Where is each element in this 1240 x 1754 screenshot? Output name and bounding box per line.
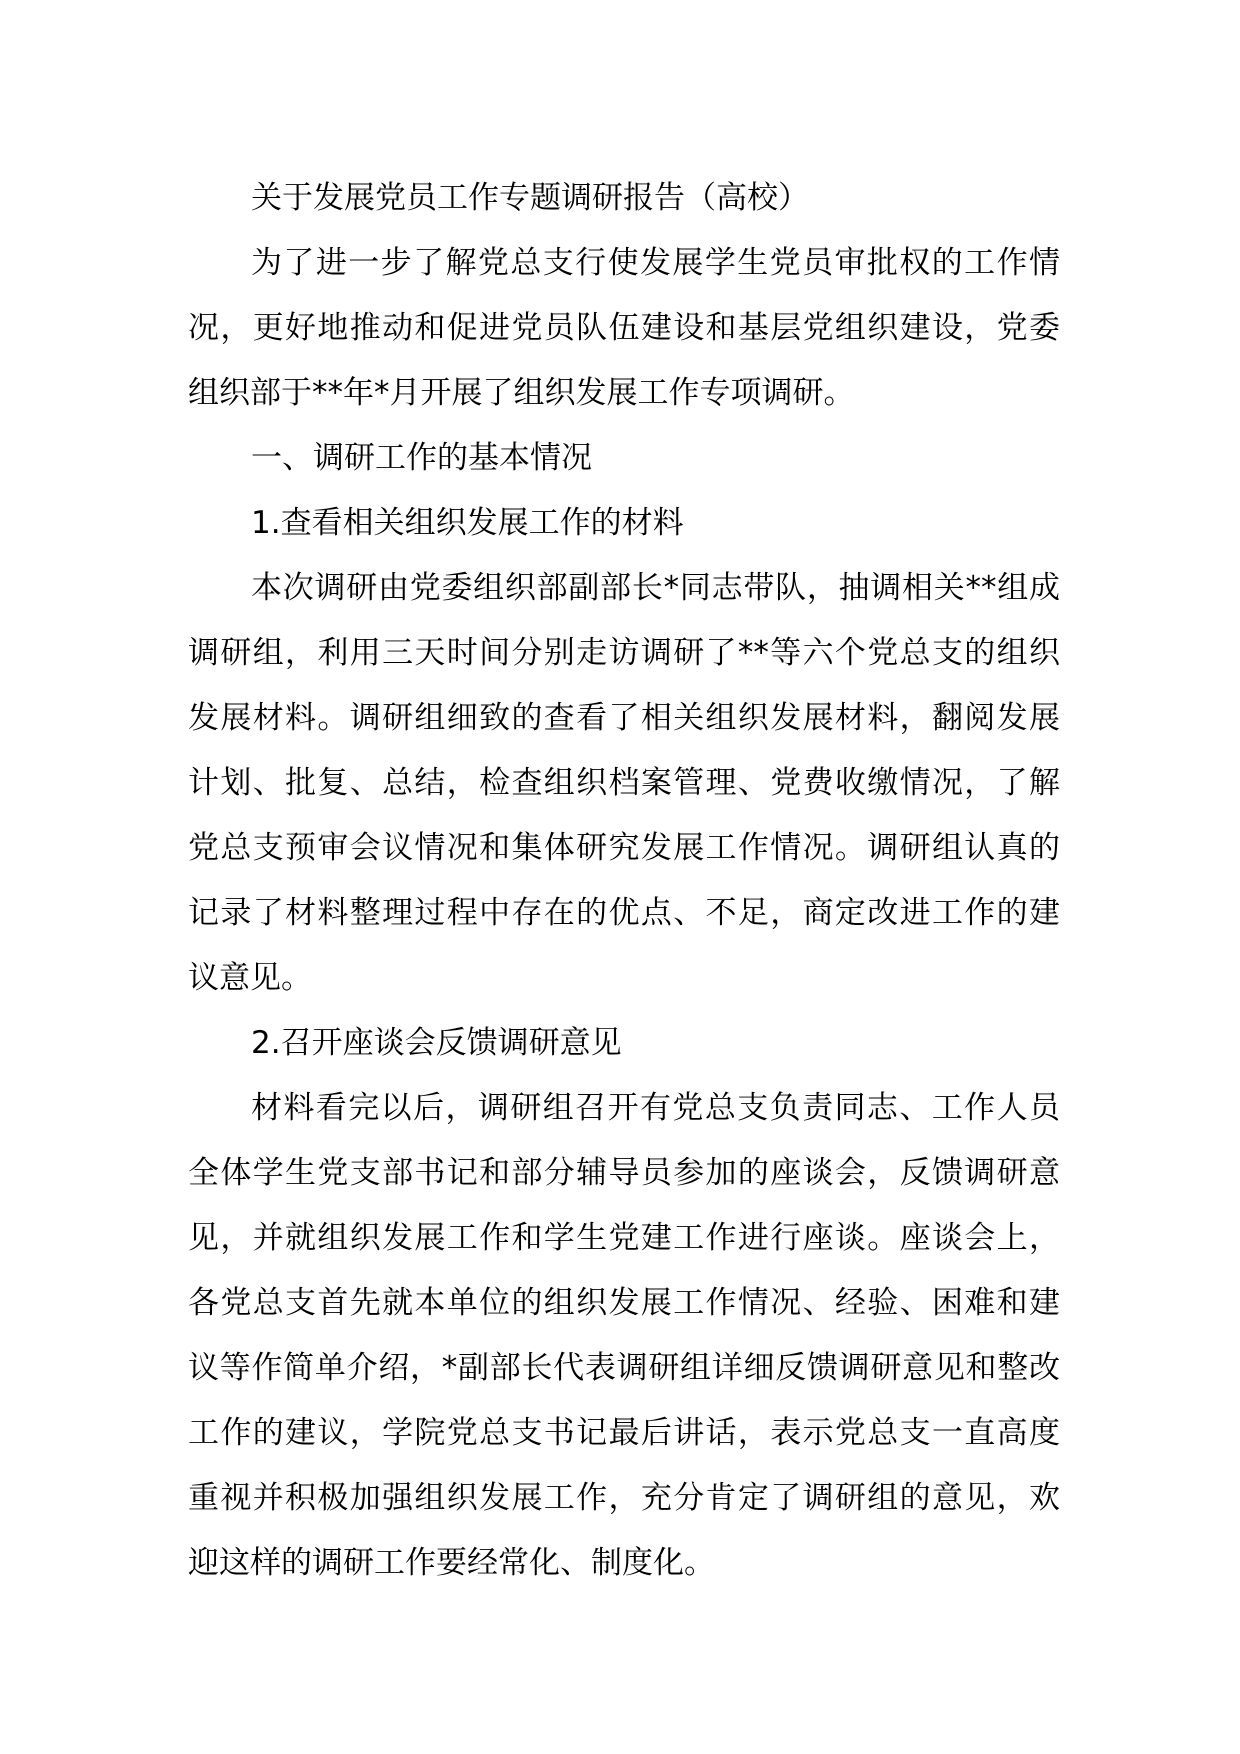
subsection-heading-1: 1.查看相关组织发展工作的材料 [251, 505, 684, 541]
paragraph-line: 议等作简单介绍，*副部长代表调研组详细反馈调研意见和整改 [188, 1350, 1060, 1386]
paragraph-line: 本次调研由党委组织部副部长*同志带队，抽调相关**组成 [251, 570, 1060, 606]
paragraph-materials-review [188, 556, 1060, 1011]
paragraph-line: 重视并积极加强组织发展工作，充分肯定了调研组的意见，欢 [188, 1480, 1060, 1516]
paragraph-line: 迎这样的调研工作要经常化、制度化。 [188, 1545, 715, 1581]
section-heading-1: 一、调研工作的基本情况 [251, 440, 592, 476]
subsection-heading-2: 2.召开座谈会反馈调研意见 [251, 1025, 622, 1061]
paragraph-line: 工作的建议，学院党总支书记最后讲话，表示党总支一直高度 [188, 1415, 1060, 1451]
paragraph-line: 发展材料。调研组细致的查看了相关组织发展材料，翻阅发展 [188, 700, 1060, 736]
paragraph-line: 议意见。 [188, 960, 312, 996]
paragraph-line: 组织部于**年*月开展了组织发展工作专项调研。 [188, 375, 855, 411]
paragraph-symposium [188, 1076, 1060, 1596]
paragraph-line: 为了进一步了解党总支行使发展学生党员审批权的工作情 [251, 245, 1060, 281]
paragraph-line: 全体学生党支部书记和部分辅导员参加的座谈会，反馈调研意 [188, 1155, 1060, 1191]
paragraph-line: 况，更好地推动和促进党员队伍建设和基层党组织建设，党委 [188, 310, 1060, 346]
paragraph-line: 见，并就组织发展工作和学生党建工作进行座谈。座谈会上， [188, 1220, 1060, 1256]
document-body [188, 166, 1060, 1596]
paragraph-line: 调研组，利用三天时间分别走访调研了**等六个党总支的组织 [188, 635, 1060, 671]
paragraph-line: 材料看完以后，调研组召开有党总支负责同志、工作人员 [251, 1090, 1060, 1126]
paragraph-line: 记录了材料整理过程中存在的优点、不足，商定改进工作的建 [188, 895, 1060, 931]
paragraph-line: 各党总支首先就本单位的组织发展工作情况、经验、困难和建 [188, 1285, 1060, 1321]
paragraph-line: 计划、批复、总结，检查组织档案管理、党费收缴情况，了解 [188, 765, 1060, 801]
document-title: 关于发展党员工作专题调研报告（高校） [251, 180, 809, 216]
paragraph-line: 党总支预审会议情况和集体研究发展工作情况。调研组认真的 [188, 830, 1060, 866]
paragraph-intro [188, 231, 1060, 426]
